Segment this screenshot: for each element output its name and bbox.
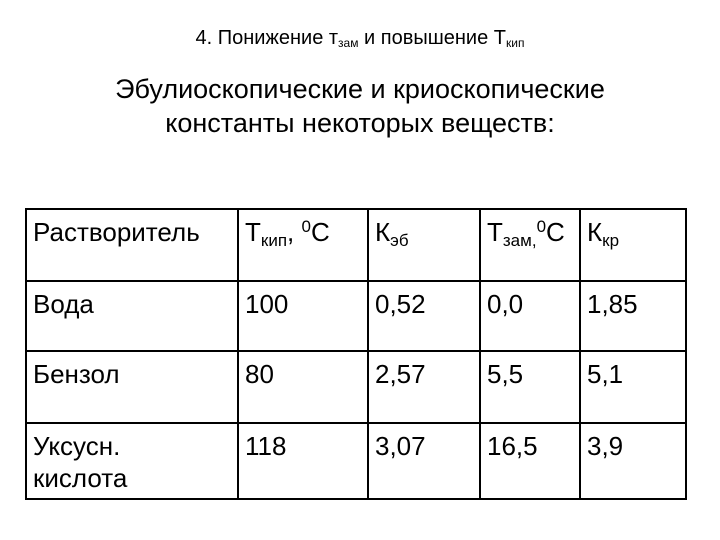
header-tfreeze-sub: зам, [502,231,537,250]
cell-kkr: 5,1 [580,351,686,423]
header-tfreeze-sup: 0 [536,217,547,236]
cell-tboil: 80 [238,351,368,423]
table-row [26,423,686,499]
cell-keb: 2,57 [368,351,480,423]
table-row [26,281,686,351]
cell-solvent-line-2: кислота [33,463,128,493]
cell-tboil: 118 [238,423,368,499]
header-tfreeze-unit: С [546,217,565,247]
slide-title-middle: и повышение Т [358,27,507,49]
header-tboil-sep: , [287,217,302,247]
heading-line-2: константы некоторых веществ: [165,108,555,138]
header-kkr-sub: кр [602,231,620,250]
slide-title-sub-zam: зам [338,36,359,50]
header-kkr-main: К [587,217,603,247]
cell-tfreeze: 16,5 [480,423,580,499]
cell-keb: 0,52 [368,281,480,351]
section-heading [0,72,720,140]
header-solvent [26,209,238,281]
header-keb-main: К [375,217,391,247]
header-freezing-point [480,209,580,281]
header-ebullioscopic-constant [368,209,480,281]
cell-solvent: Вода [26,281,238,351]
cell-solvent [26,423,238,499]
cell-keb: 3,07 [368,423,480,499]
header-tboil-sub: кип [260,231,288,250]
header-keb-sub: эб [390,231,409,250]
slide-title-sub-kip: кип [506,36,525,50]
table-header-row [26,209,686,281]
cell-kkr: 3,9 [580,423,686,499]
heading-line-1: Эбулиоскопические и криоскопические [115,74,605,104]
header-tboil-unit: С [310,217,330,247]
header-tfreeze-main: Т [487,217,503,247]
cell-tboil: 100 [238,281,368,351]
cell-solvent: Бензол [26,351,238,423]
slide-title [0,26,720,50]
cell-tfreeze: 5,5 [480,351,580,423]
cell-kkr: 1,85 [580,281,686,351]
cell-tfreeze: 0,0 [480,281,580,351]
header-tboil-main: Т [245,217,261,247]
header-tboil-sup: 0 [301,217,311,236]
header-boiling-point [238,209,368,281]
table-row [26,351,686,423]
cell-solvent-line-1: Уксусн. [33,431,121,461]
constants-table [25,208,687,500]
slide-title-prefix: 4. Понижение т [195,27,339,49]
header-solvent-label: Растворитель [33,217,200,247]
header-cryoscopic-constant [580,209,686,281]
